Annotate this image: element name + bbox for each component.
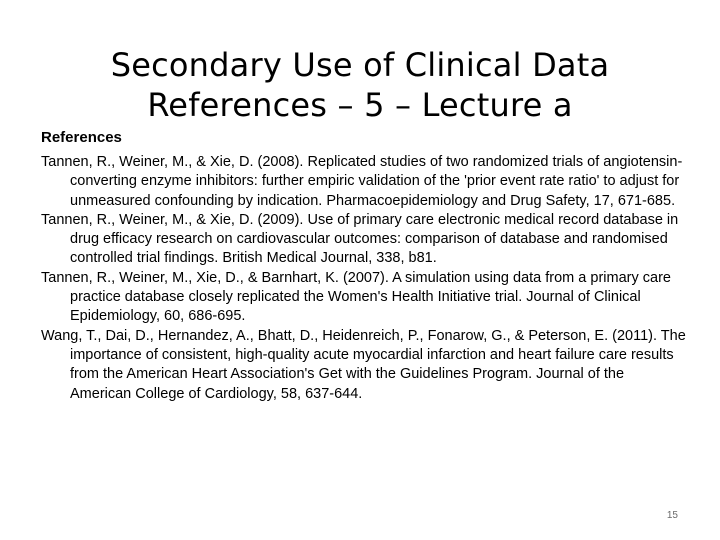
page-number: 15 (666, 510, 678, 521)
reference-item: Wang, T., Dai, D., Hernandez, A., Bhatt, D., Heidenreich, P., Fonarow, G., & Peterson, E. (2011). The importance of consistent, high-quality acute myocardial infarction and heart failure care results from the American Heart Association's Get with the Guidelines Program. Journal of the American College of Cardiology, 58, 637-644. (41, 327, 686, 402)
slide-title-line-2: References – 5 – Lecture a (147, 86, 573, 125)
reference-item: Tannen, R., Weiner, M., Xie, D., & Barnhart, K. (2007). A simulation using data from a primary care practice database closely replicated the Women's Health Initiative trial. Journal of Clinical Epidemiology, 60, 686-695. (41, 269, 671, 325)
reference-item: Tannen, R., Weiner, M., & Xie, D. (2008). Replicated studies of two randomized trials of angiotensin-converting enzyme inhibitors: further empiric validation of the 'prior event rate ratio' to adjust for unmeasured confounding by indication. Pharmacoepidemiology and Drug Safety, 17, 671-685. (41, 154, 683, 209)
reference-list (41, 153, 686, 404)
slide-title (40, 45, 680, 125)
references-heading: References (41, 129, 122, 146)
slide-title-line-1: Secondary Use of Clinical Data (110, 46, 610, 85)
reference-item: Tannen, R., Weiner, M., & Xie, D. (2009). Use of primary care electronic medical record database in drug efficacy research on cardiovascular outcomes: comparison of database and randomised controlled trial findings. British Medical Journal, 338, b81. (41, 211, 679, 267)
